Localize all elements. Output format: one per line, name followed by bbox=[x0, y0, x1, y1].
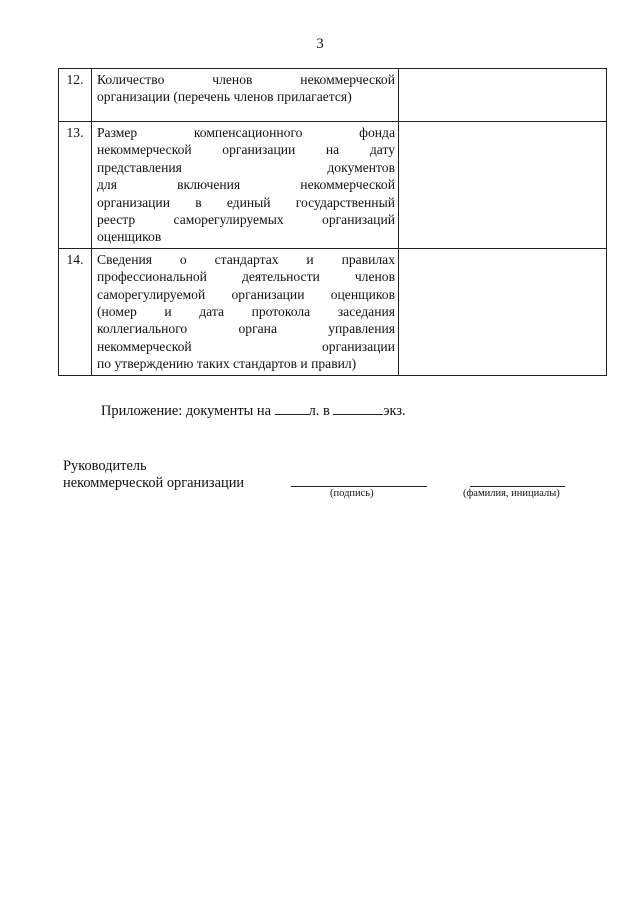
table-row bbox=[59, 248, 607, 375]
signature-caption: (подпись) bbox=[330, 488, 374, 499]
description-line: по утверждению таких стандартов и правил) bbox=[97, 356, 357, 372]
appendix-line bbox=[101, 402, 406, 420]
row-description bbox=[92, 69, 399, 122]
description-line: саморегулируемой организации оценщиков bbox=[97, 286, 395, 302]
page-number: 3 bbox=[316, 36, 324, 52]
description-line: для включения некоммерческой bbox=[97, 177, 395, 193]
description-line: оценщиков bbox=[97, 229, 162, 245]
signatory-title bbox=[63, 458, 244, 492]
table-row bbox=[59, 122, 607, 249]
row-value-cell[interactable] bbox=[399, 248, 607, 375]
description-line: реестр саморегулируемых организаций bbox=[97, 212, 395, 228]
signatory-line-1: Руководитель bbox=[63, 458, 147, 474]
description-line: Размер компенсационного фонда bbox=[97, 125, 395, 140]
name-line[interactable] bbox=[470, 486, 565, 487]
description-line: (номер и дата протокола заседания bbox=[97, 304, 395, 320]
appendix-copies-suffix: экз. bbox=[383, 403, 406, 419]
row-number: 14. bbox=[59, 248, 92, 375]
row-value-cell[interactable] bbox=[399, 69, 607, 122]
description-line: Количество членов некоммерческой bbox=[97, 72, 395, 87]
form-table bbox=[58, 68, 607, 376]
row-number: 12. bbox=[59, 69, 92, 122]
description-line: организации в единый государственный bbox=[97, 194, 395, 210]
appendix-prefix: Приложение: документы на bbox=[101, 403, 271, 419]
description-line: представления документов bbox=[97, 159, 395, 175]
row-value-cell[interactable] bbox=[399, 122, 607, 249]
sheets-count-blank[interactable] bbox=[275, 402, 309, 415]
row-description bbox=[92, 248, 399, 375]
copies-count-blank[interactable] bbox=[333, 402, 383, 415]
description-line: некоммерческой организации bbox=[97, 338, 395, 354]
description-line: профессиональной деятельности членов bbox=[97, 269, 395, 285]
signature-line[interactable] bbox=[291, 486, 427, 487]
name-caption: (фамилия, инициалы) bbox=[463, 488, 560, 499]
appendix-sheets-suffix: л. в bbox=[308, 403, 330, 419]
table-row bbox=[59, 69, 607, 122]
description-line: некоммерческой организации на дату bbox=[97, 142, 395, 158]
description-line: Сведения о стандартах и правилах bbox=[97, 251, 395, 267]
signatory-line-2: некоммерческой организации bbox=[63, 475, 245, 491]
row-description bbox=[92, 122, 399, 249]
description-line: коллегиального органа управления bbox=[97, 321, 395, 337]
row-number: 13. bbox=[59, 122, 92, 249]
description-line: организации (перечень членов прилагается) bbox=[97, 89, 352, 105]
